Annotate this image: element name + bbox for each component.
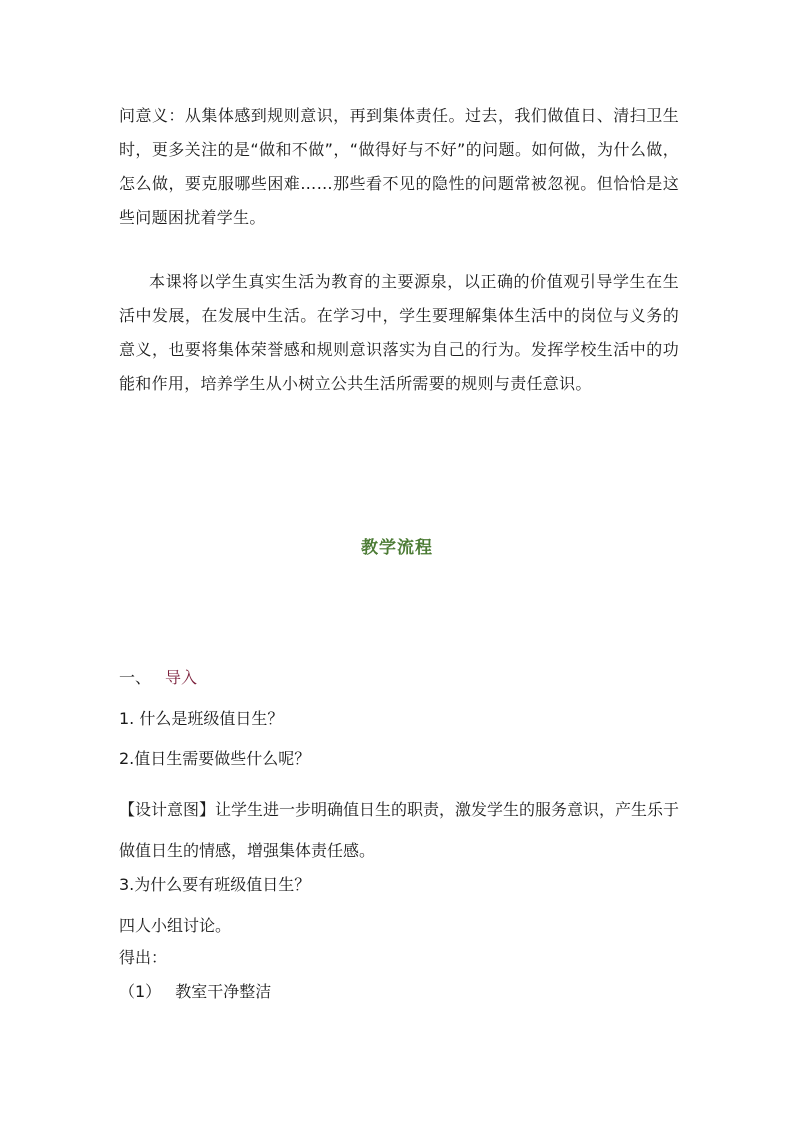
- list-item: [119, 981, 271, 1003]
- section-heading-teaching-process: 教学流程: [361, 538, 433, 558]
- section-number: 一、: [119, 668, 152, 687]
- list-item-marker: （1）: [119, 982, 162, 1001]
- section-title-text: 导入: [165, 668, 198, 687]
- body-paragraph-2: 本课将以学生真实生活为教育的主要源泉，以正确的价值观引导学生在生活中发展，在发展中生活。在学习中，学生要理解集体生活中的岗位与义务的意义，也要将集体荣誉感和规则意识落实为自己的行为。发挥学校生活中的功能和作用，培养学生从小树立公共生活所需要的规则与责任意识。: [119, 272, 679, 393]
- list-item-text: 教室干净整洁: [175, 982, 272, 1001]
- question-1: 1. 什么是班级值日生？: [119, 709, 284, 728]
- question-2: 2.值日生需要做些什么呢？: [119, 749, 311, 768]
- discussion-note: 四人小组讨论。: [119, 916, 232, 935]
- body-paragraph-1: 问意义：从集体感到规则意识，再到集体责任。过去，我们做值日、清扫卫生时，更多关注的是“做和不做”，“做得好与不好”的问题。如何做，为什么做，怎么做，要克服哪些困难……那些看不见的隐性的问题常被忽视。但恰恰是这些问题困扰着学生。: [119, 106, 679, 227]
- question-3: 3.为什么要有班级值日生？: [119, 875, 311, 894]
- design-intent-paragraph: 【设计意图】让学生进一步明确值日生的职责，激发学生的服务意识，产生乐于做值日生的情感，增强集体责任感。: [119, 800, 680, 860]
- derive-label: 得出：: [119, 948, 168, 967]
- section-title-intro: [119, 667, 197, 689]
